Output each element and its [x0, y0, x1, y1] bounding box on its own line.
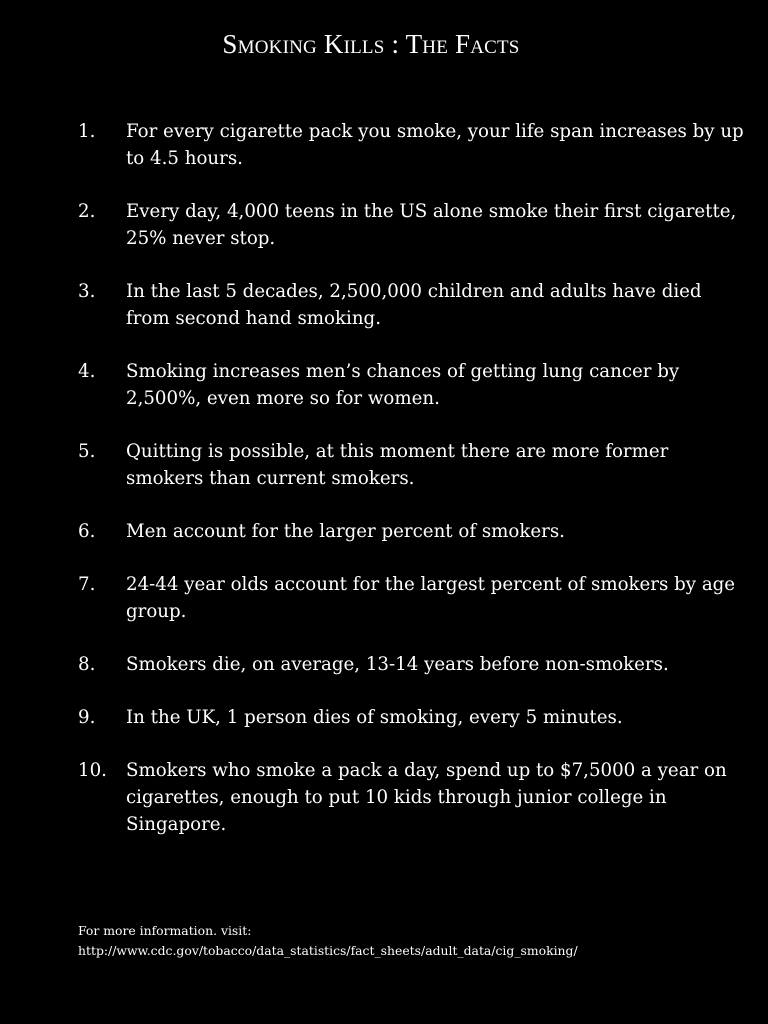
fact-item-1	[78, 118, 748, 172]
fact-text: Smokers who smoke a pack a day, spend up to $7,5000 a year on cigarettes, enough to put 10 kids through junior college in Singapore.	[126, 760, 727, 835]
facts-list	[78, 118, 748, 838]
fact-item-7	[78, 571, 748, 625]
fact-number: 6.	[78, 521, 96, 542]
fact-number: 4.	[78, 361, 96, 382]
fact-number: 9.	[78, 707, 96, 728]
fact-number: 2.	[78, 201, 96, 222]
fact-item-3	[78, 278, 748, 332]
fact-text: Men account for the larger percent of smokers.	[126, 521, 565, 542]
fact-number: 8.	[78, 654, 96, 675]
fact-number: 7.	[78, 574, 96, 595]
fact-text: Smokers die, on average, 13-14 years before non-smokers.	[126, 654, 669, 675]
fact-item-9	[78, 704, 748, 731]
footer-link[interactable]: http://www.cdc.gov/tobacco/data_statistics/fact_sheets/adult_data/cig_smoking/	[78, 943, 578, 958]
footer	[78, 921, 758, 961]
fact-number: 3.	[78, 281, 96, 302]
page-title: Smoking Kills : The Facts	[222, 29, 520, 59]
fact-item-8	[78, 651, 748, 678]
fact-text: For every cigarette pack you smoke, your life span increases by up to 4.5 hours.	[126, 121, 744, 169]
fact-item-4	[78, 358, 748, 412]
fact-item-6	[78, 518, 748, 545]
fact-number: 1.	[78, 121, 96, 142]
fact-text: In the UK, 1 person dies of smoking, every 5 minutes.	[126, 707, 623, 728]
fact-text: In the last 5 decades, 2,500,000 children and adults have died from second hand smoking.	[126, 281, 702, 329]
fact-item-2	[78, 198, 748, 252]
footer-intro: For more information. visit:	[78, 923, 252, 938]
fact-text: Every day, 4,000 teens in the US alone smoke their first cigarette, 25% never stop.	[126, 201, 737, 249]
fact-number: 5.	[78, 441, 96, 462]
fact-text: Quitting is possible, at this moment there are more former smokers than current smokers.	[126, 441, 669, 489]
fact-text: Smoking increases men’s chances of getting lung cancer by 2,500%, even more so for women.	[126, 361, 680, 409]
fact-text: 24-44 year olds account for the largest percent of smokers by age group.	[126, 574, 736, 622]
fact-item-5	[78, 438, 748, 492]
fact-number: 10.	[78, 760, 107, 781]
fact-item-10	[78, 757, 748, 838]
